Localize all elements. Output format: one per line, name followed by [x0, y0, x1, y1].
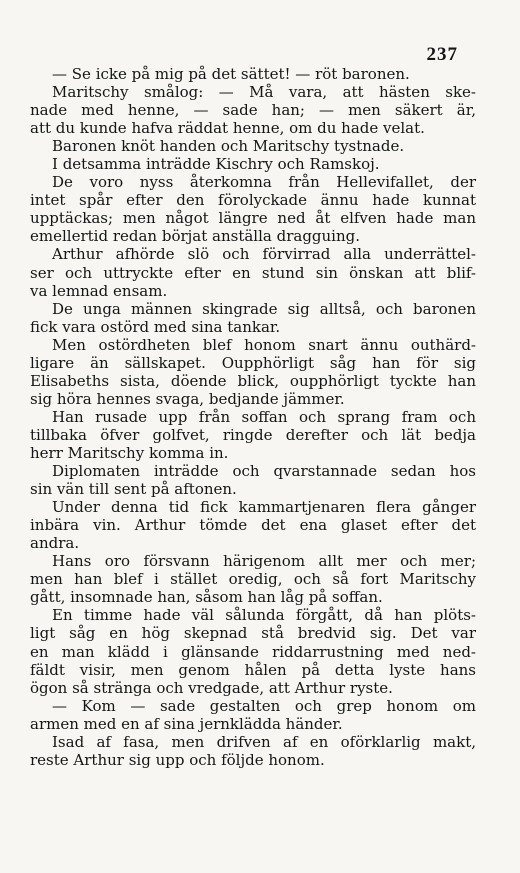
- text-line: inbära vin. Arthur tömde det ena glaset efter det: [30, 516, 476, 535]
- text-line: intet spår efter den förolyckade ännu hade kunnat: [30, 191, 476, 210]
- text-line: En timme hade väl sålunda förgått, då han plöts-: [52, 606, 476, 625]
- text-line: herr Maritschy komma in.: [30, 443, 229, 462]
- text-line: De unga männen skingrade sig alltså, och baronen: [52, 299, 476, 318]
- text-line: fick vara ostörd med sina tankar.: [30, 317, 281, 336]
- text-line: en man klädd i glänsande riddarrustning med ned-: [30, 642, 476, 661]
- text-line: Maritschy smålog: — Må vara, att hästen ske-: [52, 83, 476, 102]
- text-line: Men ostördheten blef honom snart ännu outhärd-: [52, 335, 476, 354]
- text-line: armen med en af sina jernklädda händer.: [30, 714, 343, 733]
- text-line: sig höra hennes svaga, bedjande jämmer.: [30, 389, 345, 408]
- text-line: men han blef i stället oredig, och så fort Maritschy: [30, 570, 476, 589]
- text-line: Arthur afhörde slö och förvirrad alla underrättel-: [52, 245, 476, 264]
- text-line: De voro nyss återkomna från Hellevifallet, der: [52, 173, 476, 192]
- text-line: Isad af fasa, men drifven af en oförklarlig makt,: [52, 732, 476, 751]
- text-line: Elisabeths sista, döende blick, oupphörligt tyckte han: [30, 371, 476, 390]
- page-number: 237: [426, 44, 458, 65]
- text-line: Diplomaten inträdde och qvarstannade sedan hos: [52, 462, 476, 481]
- text-line: Baronen knöt handen och Maritschy tystnade.: [52, 137, 405, 156]
- text-line: upptäckas; men något längre ned åt elfven hade man: [30, 209, 476, 228]
- text-line: Hans oro försvann härigenom allt mer och mer;: [52, 552, 476, 571]
- text-line: att du kunde hafva räddat henne, om du hade velat.: [30, 119, 425, 138]
- text-line: — Se icke på mig på det sättet! — röt baronen.: [52, 65, 410, 83]
- text-line: emellertid redan börjat anställa dragguing.: [30, 227, 361, 246]
- text-line: I detsamma inträdde Kischry och Ramskoj.: [52, 155, 380, 174]
- text-line: tillbaka öfver golfvet, ringde derefter och lät bedja: [30, 425, 476, 444]
- text-line: — Kom — sade gestalten och grep honom om: [52, 696, 476, 715]
- text-line: fäldt visir, men genom hålen på detta lyste hans: [30, 660, 476, 679]
- text-line: ligt såg en hög skepnad stå bredvid sig. Det var: [30, 624, 476, 643]
- text-line: Under denna tid fick kammartjenaren flera gånger: [52, 498, 476, 517]
- text-line: sin vän till sent på aftonen.: [30, 480, 237, 499]
- text-line: va lemnad ensam.: [30, 281, 168, 300]
- text-line: Han rusade upp från soffan och sprang fram och: [52, 407, 476, 426]
- text-line: andra.: [30, 534, 80, 553]
- text-line: ligare än sällskapet. Oupphörligt såg han för sig: [30, 353, 476, 372]
- body-text: [30, 65, 476, 769]
- text-line: reste Arthur sig upp och följde honom.: [30, 750, 325, 769]
- text-line: ögon så stränga och vredgade, att Arthur ryste.: [30, 678, 393, 697]
- text-line: gått, insomnade han, såsom han låg på soffan.: [30, 588, 383, 607]
- text-line: nade med henne, — sade han; — men säkert är,: [30, 101, 476, 120]
- text-line: ser och uttryckte efter en stund sin önskan att blif-: [30, 263, 476, 282]
